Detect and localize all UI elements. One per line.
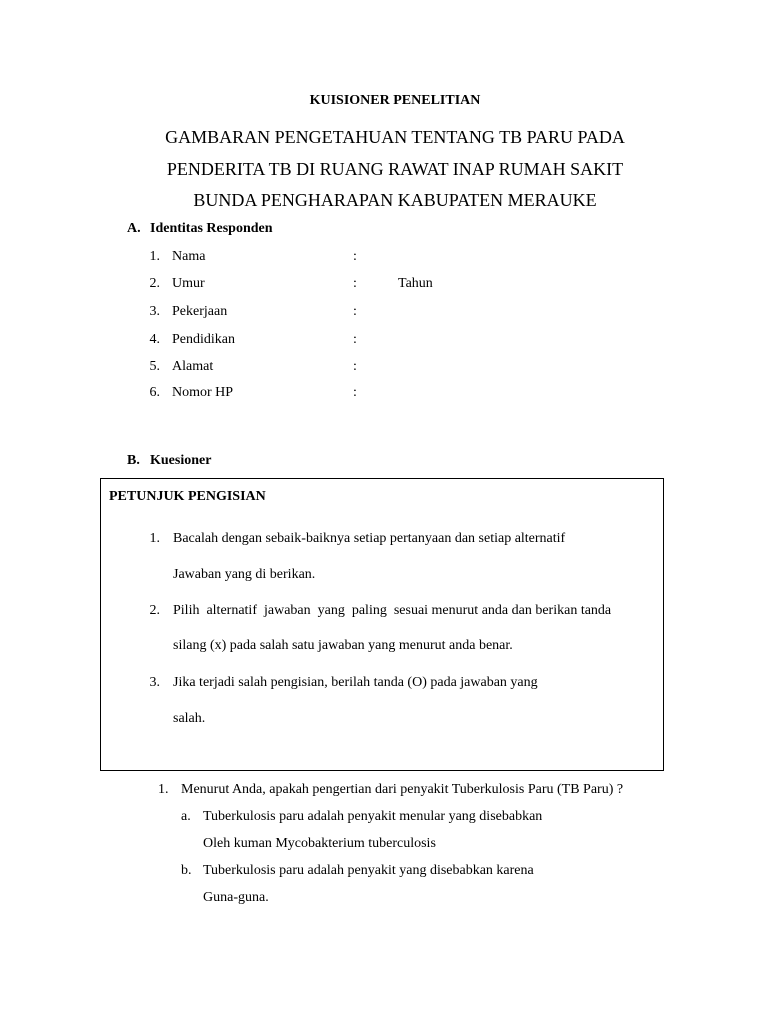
field-label: Umur <box>172 276 205 291</box>
field-unit: Tahun <box>398 276 433 291</box>
instruction-text-continued: salah. <box>173 711 206 726</box>
title-line-3: BUNDA PENGHARAPAN KABUPATEN MERAUKE <box>193 190 597 210</box>
section-b-title: Kuesioner <box>150 453 212 468</box>
instruction-number: 1. <box>149 531 160 546</box>
field-colon: : <box>353 332 357 347</box>
option-text: Tuberkulosis paru adalah penyakit menular yang disebabkan <box>203 809 543 824</box>
field-number: 5. <box>149 359 160 374</box>
instructions-title: PETUNJUK PENGISIAN <box>109 489 266 504</box>
field-number: 2. <box>149 276 160 291</box>
instruction-text-continued: Jawaban yang di berikan. <box>173 567 316 582</box>
field-label: Alamat <box>172 359 214 374</box>
option-letter: b. <box>181 863 192 878</box>
questionnaire-label: KUISIONER PENELITIAN <box>309 93 481 108</box>
field-colon: : <box>353 276 357 291</box>
instructions-box <box>100 478 664 771</box>
option-text-continued: Oleh kuman Mycobakterium tuberculosis <box>203 836 436 851</box>
section-a-title: Identitas Responden <box>150 221 273 236</box>
title-line-1: GAMBARAN PENGETAHUAN TENTANG TB PARU PADA <box>165 127 625 147</box>
instruction-text: Jika terjadi salah pengisian, berilah tanda (O) pada jawaban yang <box>173 675 538 690</box>
field-colon: : <box>353 249 357 264</box>
option-letter: a. <box>181 809 191 824</box>
field-number: 1. <box>149 249 160 264</box>
question-text: Menurut Anda, apakah pengertian dari penyakit Tuberkulosis Paru (TB Paru) ? <box>181 782 624 797</box>
section-a-marker: A. <box>127 221 141 236</box>
field-number: 4. <box>149 332 160 347</box>
instruction-text: Bacalah dengan sebaik-baiknya setiap pertanyaan dan setiap alternatif <box>173 531 566 546</box>
instruction-text-continued: silang (x) pada salah satu jawaban yang menurut anda benar. <box>173 638 513 653</box>
field-label: Nomor HP <box>172 385 234 400</box>
field-colon: : <box>353 359 357 374</box>
field-number: 6. <box>149 385 160 400</box>
question-number: 1. <box>158 782 169 797</box>
title-line-2: PENDERITA TB DI RUANG RAWAT INAP RUMAH SAKIT <box>166 159 624 179</box>
field-number: 3. <box>149 304 160 319</box>
field-label: Pendidikan <box>172 332 235 347</box>
instruction-text: Pilih alternatif jawaban yang paling sesuai menurut anda dan berikan tanda <box>173 603 612 618</box>
section-b-marker: B. <box>127 453 140 468</box>
instruction-number: 2. <box>149 603 160 618</box>
instruction-number: 3. <box>149 675 160 690</box>
field-label: Pekerjaan <box>172 304 228 319</box>
option-text-continued: Guna-guna. <box>203 890 269 905</box>
field-colon: : <box>353 385 357 400</box>
field-label: Nama <box>172 249 206 264</box>
field-colon: : <box>353 304 357 319</box>
option-text: Tuberkulosis paru adalah penyakit yang disebabkan karena <box>203 863 534 878</box>
